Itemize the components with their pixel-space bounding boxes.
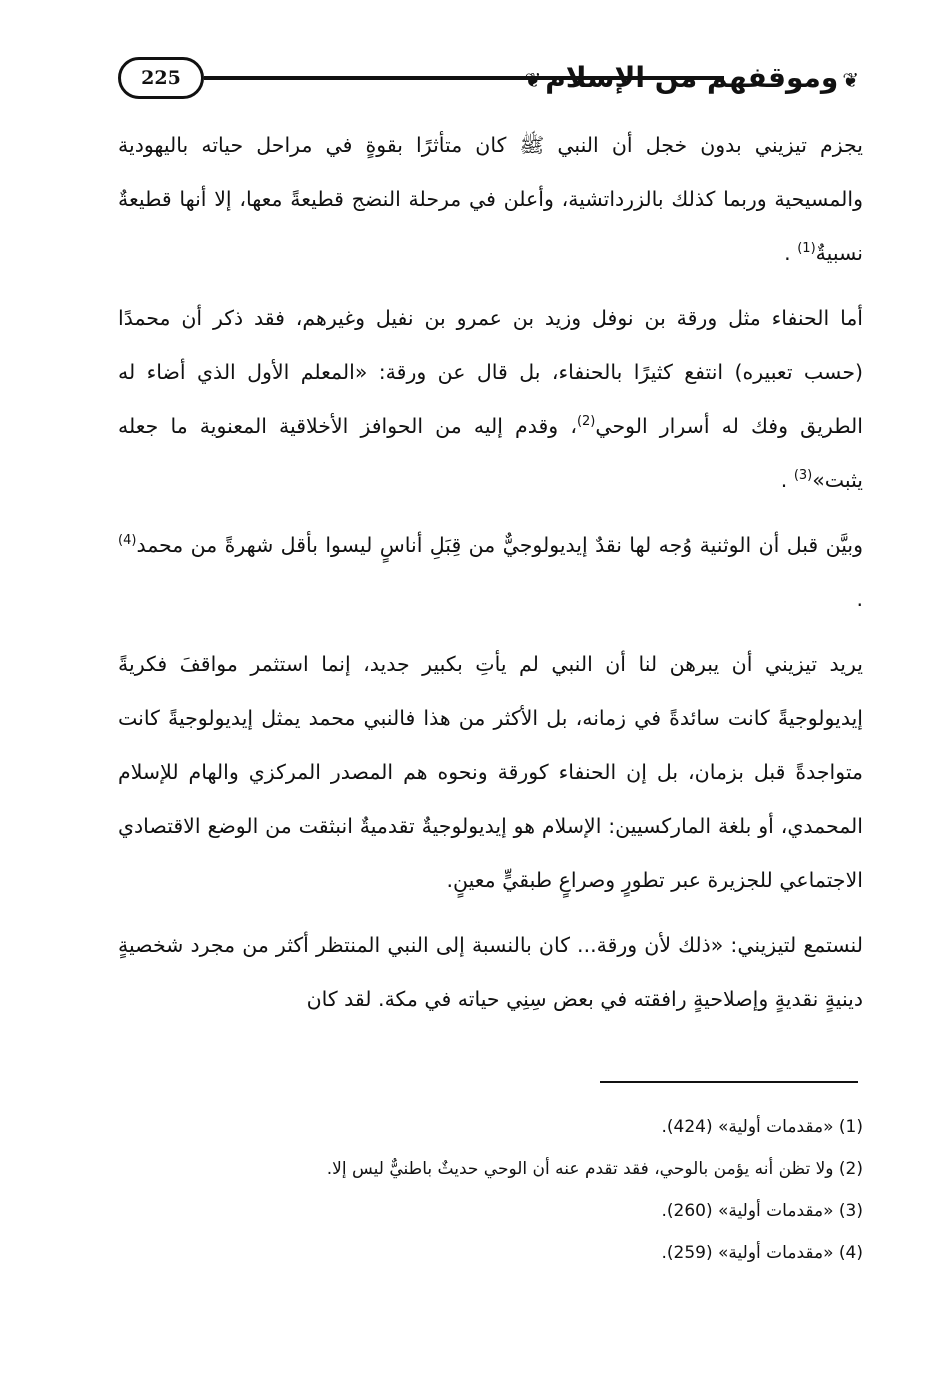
running-title-text: وموقفهم من الإسلام (545, 61, 839, 94)
footnote-ref: (4) (118, 533, 137, 549)
paragraph-end: . (780, 468, 788, 492)
paragraph-text: وبيَّن قبل أن الوثنية وُجه لها نقدٌ إيديولوجيٌّ من قِبَلِ أناسٍ ليسوا بأقل شهرةً من محمد (136, 533, 863, 557)
page-number: 225 (118, 57, 204, 99)
footnote-ref: (2) (576, 414, 596, 430)
page-header (118, 55, 863, 105)
paragraph-end: . (856, 587, 863, 611)
ornament-icon: ❦ (842, 68, 859, 92)
paragraph-5: لنستمع لتيزيني: «ذلك لأن ورقة... كان بالنسبة إلى النبي المنتظر أكثر من مجرد شخصيةٍ دينيةٍ نقديةٍ وإصلاحيةٍ رافقته في بعض سِنِي حياته في مكة. لقد كان (118, 933, 863, 1011)
footnote-3: (3) «مقدمات أولية» (260). (661, 1201, 863, 1221)
footnote-ref: (3) (793, 468, 813, 484)
footnote-4: (4) «مقدمات أولية» (259). (661, 1243, 863, 1263)
main-text (118, 118, 863, 1026)
paragraph-2 (118, 291, 863, 507)
paragraph-text: أما الحنفاء مثل ورقة بن نوفل وزيد بن عمرو بن نفيل وغيرهم، فقد ذكر أن محمدًا (حسب تعبيره) انتفع كثيرًا بالحنفاء، بل قال عن ورقة: «المعلم الأول الذي أضاء له الطريق وفك له أسرار الوحي (118, 306, 863, 438)
footnote-ref: (1) (797, 241, 816, 257)
paragraph-text: يجزم تيزيني بدون خجل أن النبي ﷺ كان متأثرًا بقوةٍ في مراحل حياته باليهودية والمسيحية وربما كذلك بالزرداتشية، وأعلن في مرحلة النضج قطيعةً معها، إلا أنها قطيعةٌ نسبيةٌ (118, 133, 863, 265)
paragraph-text: ، وقدم إليه من الحوافز الأخلاقية المعنوية ما جعله يثبت» (118, 414, 863, 492)
footnote-1: (1) «مقدمات أولية» (424). (661, 1117, 863, 1137)
footnotes (118, 1106, 863, 1274)
paragraph-1 (118, 118, 863, 280)
footnote-2: (2) ولا تظن أنه يؤمن بالوحي، فقد تقدم عنه أن الوحي حديثٌ باطنيٌّ ليس إلا. (326, 1159, 863, 1179)
paragraph-end: . (784, 241, 791, 265)
footnote-separator (600, 1081, 858, 1083)
paragraph-3 (118, 518, 863, 626)
ornament-icon: ❦ (524, 68, 542, 92)
paragraph-4: يريد تيزيني أن يبرهن لنا أن النبي لم يأتِ بكبير جديد، إنما استثمر مواقفَ فكريةً إيديولوجيةً كانت سائدةً في زمانه، بل الأكثر من هذا فالنبي محمد يمثل إيديولوجيةً كانت متواجدةً قبل بزمان، بل إن الحنفاء كورقة ونحوه هم المصدر المركزي والهام للإسلام المحمدي، أو بلغة الماركسيين: الإسلام هو إيديولوجيةٌ تقدميةٌ انبثقت من الوضع الاقتصادي الاجتماعي للجزيرة عبر تطورٍ وصراعٍ طبقيٍّ معينٍ. (118, 652, 863, 892)
running-title (520, 55, 863, 105)
